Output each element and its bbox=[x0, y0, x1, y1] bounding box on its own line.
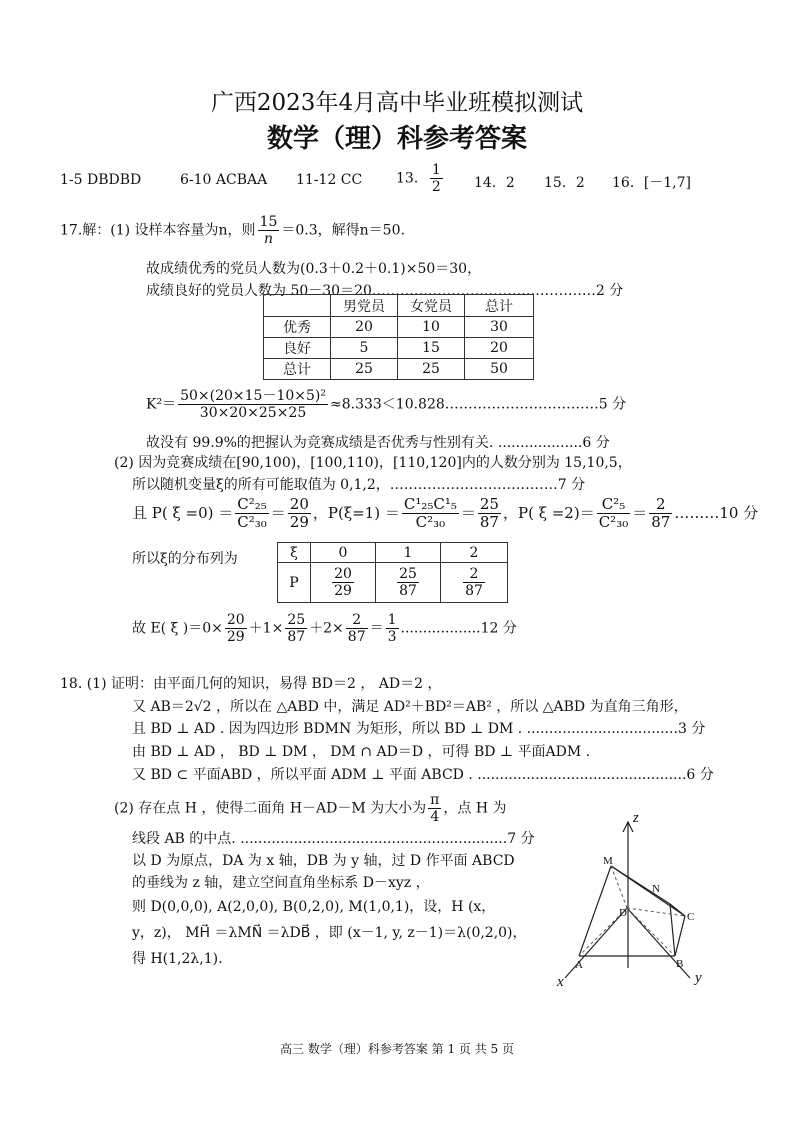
q18-part2-line4: 的垂线为 z 轴，建立空间直角坐标系 D－xyz ， bbox=[132, 875, 430, 891]
q17-part2-line1: (2) 因为竞赛成绩在[90,100)，[100,110)，[110,120]内的人数分别为 15,10,5， bbox=[114, 455, 632, 471]
label-D: D bbox=[619, 907, 627, 919]
q18-part2-line1: (2) 存在点 H ，使得二面角 H－AD－M 为大小为 $\frac{\pi}{4}$ ，点 H 为 bbox=[114, 792, 507, 826]
label-M: M bbox=[603, 855, 613, 867]
label-N: N bbox=[652, 883, 660, 895]
edge-NC bbox=[670, 904, 685, 916]
edge-NB bbox=[670, 904, 675, 956]
answer-1-5: 1-5 DBDBD bbox=[60, 172, 142, 188]
label-x: x bbox=[557, 974, 564, 990]
q18-part2-line5: 则 D(0,0,0), A(2,0,0), B(0,2,0), M(1,0,1)，设，H (x， bbox=[132, 899, 496, 915]
expectation: 故 E( ξ )＝0× $\frac{20}{29}$ ＋1× $\frac{25}{87}$ ＋2× $\frac{2}{87}$ ＝ $\frac{1}{3}$ ..................12 分 bbox=[132, 612, 517, 646]
page-title: 广西2023年4月高中毕业班模拟测试 bbox=[210, 90, 584, 116]
q17-line2: 故成绩优秀的党员人数为(0.3＋0.2＋0.1)×50＝30， bbox=[146, 261, 482, 277]
q17-conclusion: 故没有 99.9%的把握认为竞赛成绩是否优秀与性别有关. ...................6 分 bbox=[146, 435, 610, 451]
label-y: y bbox=[695, 970, 702, 986]
probabilities: 且 P( ξ =0) ＝ $\frac{\text{C²₂₅}}{\text{C²₃₀}}$ ＝ $\frac{20}{29}$ ，P(ξ=1) ＝ $\frac{\text{C¹₂₅C¹₅}}{\text{C²₃₀}}$ ＝ $\frac{25}{87}$ ，P( ξ =2)＝ $\frac{\text{C²₅}}{\text{C²₃₀}}$ ＝ $\frac{2}{87}$ ………10 分 bbox=[132, 495, 759, 532]
edge-BC bbox=[675, 916, 685, 956]
q18-line1: 18. (1) 证明：由平面几何的知识，易得 BD＝2 ， AD＝2 ， bbox=[60, 676, 442, 692]
q18-part2-line7: 得 H(1,2λ,1). bbox=[132, 951, 223, 967]
edge-MD bbox=[611, 866, 627, 908]
answer-16: 16．[－1,7] bbox=[612, 175, 692, 191]
q18-line3: 且 BD ⊥ AD . 因为四边形 BDMN 为矩形，所以 BD ⊥ DM . ..................................3 分 bbox=[132, 721, 706, 737]
distribution-table: ξ 0 1 2 P $\frac{20}{29}$ $\frac{25}{87}$ $\frac{2}{87}$ bbox=[277, 542, 508, 603]
q18-part2-line3: 以 D 为原点，DA 为 x 轴，DB 为 y 轴，过 D 作平面 ABCD bbox=[132, 853, 515, 869]
label-A: A bbox=[575, 959, 583, 971]
answer-15: 15．2 bbox=[544, 175, 585, 191]
q17-line1: 17.解：(1) 设样本容量为n，则 $\frac{15}{n}$ ＝0.3，解得n＝50. bbox=[60, 214, 405, 248]
q17-line3: 成绩良好的党员人数为 50－30＝20…………………………………………2 分 bbox=[146, 283, 624, 299]
answer-6-10: 6-10 ACBAA bbox=[180, 172, 268, 188]
contingency-table: 男党员 女党员 总计 优秀 20 10 30 良好 5 15 20 总计 25 25 50 bbox=[263, 294, 534, 380]
q18-line4: 由 BD ⊥ AD ， BD ⊥ DM ， DM ∩ AD＝D ，可得 BD ⊥ 平面ADM . bbox=[132, 744, 591, 760]
edge-MN bbox=[611, 866, 670, 904]
label-z: z bbox=[633, 810, 639, 826]
q18-part2-line2: 线段 AB 的中点. ............................................................7 分 bbox=[132, 831, 535, 847]
answer-13: 13． $\frac{1}{2}$ bbox=[396, 162, 441, 196]
edge-MA bbox=[579, 866, 611, 956]
q18-line2: 又 AB＝2√2 ，所以在 △ABD 中，满足 AD²＋BD²＝AB² ，所以 △ABD 为直角三角形， bbox=[132, 699, 688, 715]
geometry-figure bbox=[545, 808, 715, 993]
label-B: B bbox=[676, 958, 684, 970]
q17-part2-line2: 所以随机变量ξ的所有可能取值为 0,1,2，………………………………7 分 bbox=[132, 477, 586, 493]
distribution-label: 所以ξ的分布列为 bbox=[132, 551, 238, 567]
page-footer: 高三 数学（理）科参考答案 第 1 页 共 5 页 bbox=[280, 1042, 514, 1056]
q18-line5: 又 BD ⊂ 平面ABD ，所以平面 ADM ⊥ 平面 ABCD . ...............................................6 分 bbox=[132, 767, 714, 783]
k2-formula: K²＝ $\frac{\text{50×(20×15－10×5)²}}{30\times 20\times 25\times 25}$ ≈8.333＜10.828……………………………5 分 bbox=[146, 388, 627, 422]
answer-14: 14．2 bbox=[474, 175, 515, 191]
answer-11-12: 11-12 CC bbox=[296, 172, 363, 188]
q18-part2-line6: y，z)， MH⃗ ＝λMN⃗ ＝λDB⃗ ，即 (x－1, y, z－1)＝λ(0,2,0)， bbox=[132, 925, 527, 941]
page-subtitle: 数学（理）科参考答案 bbox=[266, 124, 527, 154]
label-C: C bbox=[687, 911, 695, 923]
